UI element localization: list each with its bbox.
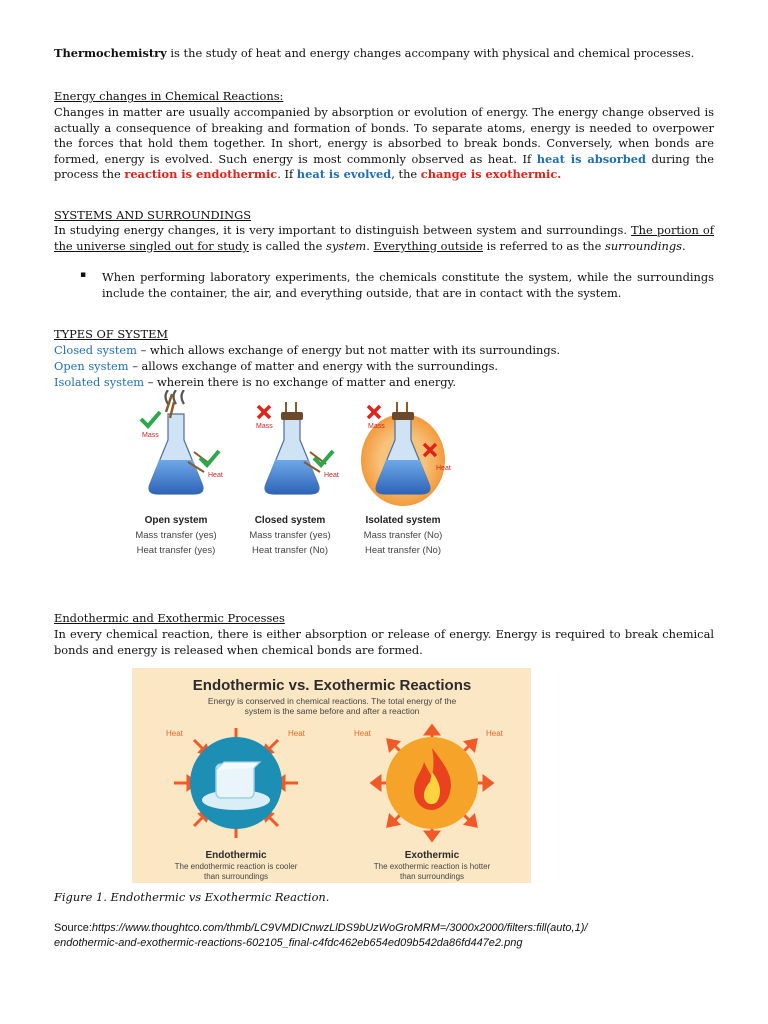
open-system-name: Open system	[144, 515, 208, 526]
heat-label: Heat	[324, 472, 339, 479]
section-heading-systems: SYSTEMS AND SURROUNDINGS	[54, 208, 252, 222]
systems-underline1: The portion of the universe singled out for study	[54, 223, 714, 253]
intro-text: is the study of heat and energy changes accompany with physical and chemical processes.	[166, 46, 695, 60]
isolated-system-name: Isolated system	[365, 515, 441, 526]
heat-label: Heat	[288, 729, 305, 738]
heat-evolved-phrase: heat is evolved	[296, 167, 392, 182]
cross-icon	[368, 406, 380, 418]
systems-bullet-text: When performing laboratory experiments, the chemicals constitute the system, while the surroundings include the container, the air, and everything outside, that are in contact with the system.	[102, 270, 714, 300]
heat-label: Heat	[486, 729, 503, 738]
energy-mid3: , the	[391, 167, 421, 182]
systems-text5: .	[681, 238, 686, 253]
surroundings-word: surroundings	[604, 238, 682, 253]
heat-label: Heat	[166, 729, 183, 738]
heat-label: Heat	[208, 472, 223, 479]
open-system-flask	[135, 390, 222, 556]
systems-text3: .	[366, 238, 374, 253]
systems-paragraph	[54, 223, 714, 254]
check-icon	[141, 412, 160, 426]
exothermic-phrase: change is exothermic.	[420, 167, 562, 182]
mass-label: Mass	[256, 423, 273, 430]
source-url-line-1[interactable]: https://www.thoughtco.com/thmb/LC9VMDICnwzLlDS9bUzWoGroMRM=/3000x2000/filters:fill(auto,1)/	[91, 922, 588, 934]
isolated-system-line	[54, 375, 714, 391]
isolated-mass-transfer: Mass transfer (No)	[363, 530, 443, 541]
systems-text1: In studying energy changes, it is very important to distinguish between system and surroundings.	[54, 223, 632, 237]
endothermic-name: Endothermic	[205, 850, 267, 861]
stopper-icon	[392, 412, 414, 420]
stopper-icon	[281, 412, 303, 420]
reactions-figure	[132, 668, 531, 883]
systems-underline2: Everything outside	[373, 238, 483, 253]
heat-label: Heat	[354, 729, 371, 738]
systems-text2: is called the	[248, 238, 326, 253]
open-mass-transfer: Mass transfer (yes)	[135, 530, 217, 541]
open-system-line	[54, 359, 714, 375]
exothermic-desc-1: The exothermic reaction is hotter	[373, 862, 491, 871]
intro-term: Thermochemistry	[54, 46, 167, 60]
mass-label: Mass	[142, 432, 159, 439]
section-heading-energy-changes: Energy changes in Chemical Reactions:	[54, 89, 284, 103]
reactions-subtitle-2: system is the same before and after a reaction	[244, 706, 420, 716]
closed-system-text: – which allows exchange of energy but not matter with its surroundings.	[136, 343, 561, 357]
closed-system-flask	[249, 402, 338, 556]
figure-caption: Figure 1. Endothermic vs Exothermic Reaction.	[54, 890, 330, 904]
endothermic-desc-1: The endothermic reaction is cooler	[174, 862, 298, 871]
closed-system-line	[54, 343, 714, 359]
open-heat-transfer: Heat transfer (yes)	[136, 545, 216, 556]
cross-icon	[258, 406, 270, 418]
exothermic-desc-2: than surroundings	[399, 872, 465, 881]
source-url-line-2[interactable]: endothermic-and-exothermic-reactions-602105_final-c4fdc462eb654ed09b542da86fd447e2.png	[54, 937, 523, 949]
source-citation	[54, 921, 734, 951]
reactions-subtitle-1: Energy is conserved in chemical reactions. The total energy of the	[207, 696, 457, 706]
endo-exo-paragraph: In every chemical reaction, there is either absorption or release of energy. Energy is required to break chemical bonds and energy is released when chemical bonds are formed.	[54, 627, 714, 657]
energy-mid1: during the process the	[54, 151, 714, 182]
open-system-label: Open system	[54, 359, 129, 373]
bullet-marker: ▪	[80, 270, 87, 280]
closed-mass-transfer: Mass transfer (yes)	[249, 530, 331, 541]
reactions-title: Endothermic vs. Exothermic Reactions	[192, 677, 472, 694]
heat-label: Heat	[436, 465, 451, 472]
mass-label: Mass	[368, 423, 385, 430]
system-word: system	[325, 238, 367, 253]
heat-absorbed-phrase: heat is absorbed	[536, 151, 646, 166]
source-label: Source:	[54, 922, 92, 934]
closed-system-label: Closed system	[54, 343, 137, 357]
open-system-text: – allows exchange of matter and energy with the surroundings.	[128, 359, 499, 373]
systems-figure	[118, 390, 478, 562]
isolated-system-label: Isolated system	[54, 375, 145, 389]
isolated-system-flask	[361, 402, 451, 556]
exothermic-name: Exothermic	[404, 850, 460, 861]
energy-text: Changes in matter are usually accompanied by absorption or evolution of energy. The energy change observed is actually a consequence of breaking and formation of bonds. To separate atoms, energy is needed to overpower the forces that hold them together. In short, energy is absorbed to break bonds. Conversely, when bonds are formed, energy is evolved. Such energy is most commonly observed as heat. If	[54, 105, 714, 166]
energy-changes-paragraph	[54, 105, 714, 183]
closed-system-name: Closed system	[254, 515, 326, 526]
closed-heat-transfer: Heat transfer (No)	[251, 545, 329, 556]
energy-mid2: . If	[277, 167, 297, 182]
systems-text4: is referred to as the	[482, 238, 605, 253]
section-heading-types: TYPES OF SYSTEM	[54, 327, 169, 341]
isolated-system-text: – wherein there is no exchange of matter and energy.	[144, 375, 457, 389]
intro-paragraph	[54, 46, 714, 62]
section-heading-endo-exo: Endothermic and Exothermic Processes	[54, 611, 285, 625]
endothermic-phrase: reaction is endothermic	[124, 167, 278, 182]
endothermic-desc-2: than surroundings	[203, 872, 269, 881]
isolated-heat-transfer: Heat transfer (No)	[364, 545, 442, 556]
